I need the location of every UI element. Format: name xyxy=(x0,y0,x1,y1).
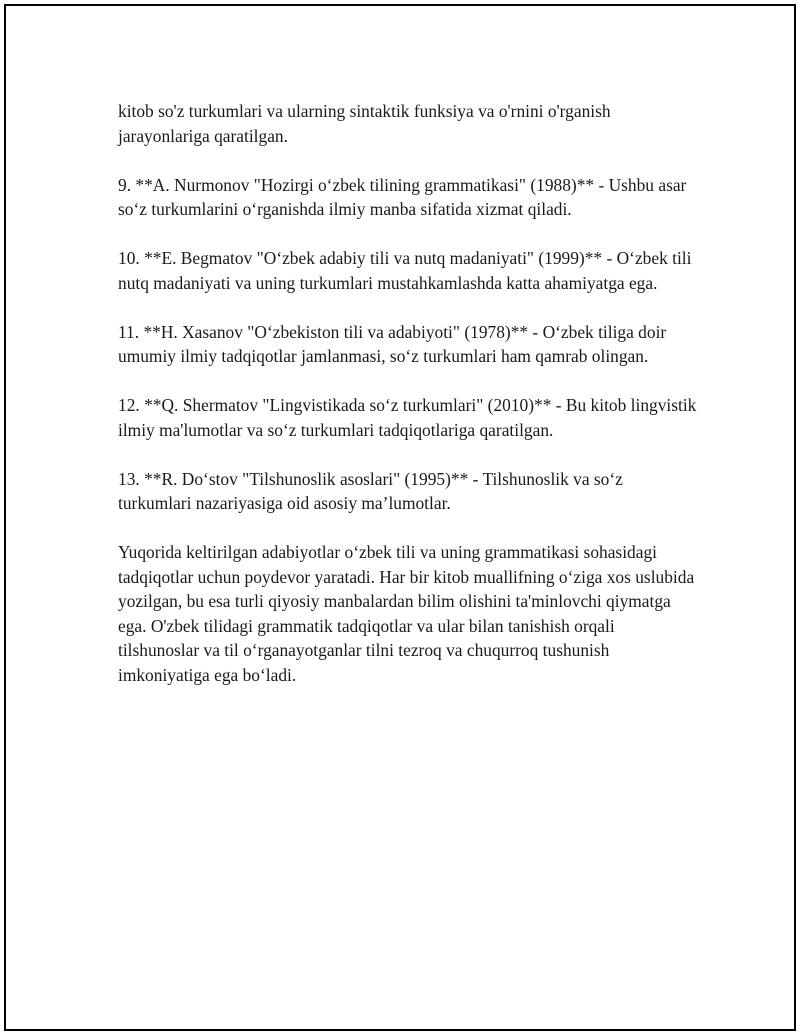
document-page xyxy=(4,4,796,1031)
document-body xyxy=(118,99,698,712)
paragraph-continuation: kitob so'z turkumlari va ularning sintaktik funksiya va o'rnini o'rganish jarayonlariga qaratilgan. xyxy=(118,101,611,146)
conclusion-paragraph: Yuqorida keltirilgan adabiyotlar o‘zbek tili va uning grammatikasi sohasidagi tadqiqotlar uchun poydevor yaratadi. Har bir kitob muallifning o‘ziga xos uslubida yozilgan, bu esa turli qiyosiy manbalardan bilim olishini ta'minlovchi qiymatga ega. O'zbek tilidagi grammatik tadqiqotlar va ular bilan tanishish orqali tilshunoslar va til o‘rganayotganlar tilni tezroq va chuqurroq tushunish imkoniyatiga ega bo‘ladi. xyxy=(118,542,695,685)
reference-item-12: 12. **Q. Shermatov "Lingvistikada so‘z turkumlari" (2010)** - Bu kitob lingvistik ilmiy ma'lumotlar va so‘z turkumlari tadqiqotlariga qaratilgan. xyxy=(118,395,697,440)
reference-item-9: 9. **A. Nurmonov "Hozirgi o‘zbek tilining grammatikasi" (1988)** - Ushbu asar so‘z turkumlarini o‘rganishda ilmiy manba sifatida xizmat qiladi. xyxy=(118,174,687,219)
reference-item-10: 10. **E. Begmatov "O‘zbek adabiy tili va nutq madaniyati" (1999)** - O‘zbek tili nutq madaniyati va uning turkumlari mustahkamlashda katta ahamiyatga ega. xyxy=(118,248,692,293)
reference-item-11: 11. **H. Xasanov "O‘zbekiston tili va adabiyoti" (1978)** - O‘zbek tiliga doir umumiy ilmiy tadqiqotlar jamlanmasi, so‘z turkumlari ham qamrab olingan. xyxy=(118,321,667,366)
reference-item-13: 13. **R. Do‘stov "Tilshunoslik asoslari" (1995)** - Tilshunoslik va so‘z turkumlari nazariyasiga oid asosiy ma’lumotlar. xyxy=(118,468,623,513)
